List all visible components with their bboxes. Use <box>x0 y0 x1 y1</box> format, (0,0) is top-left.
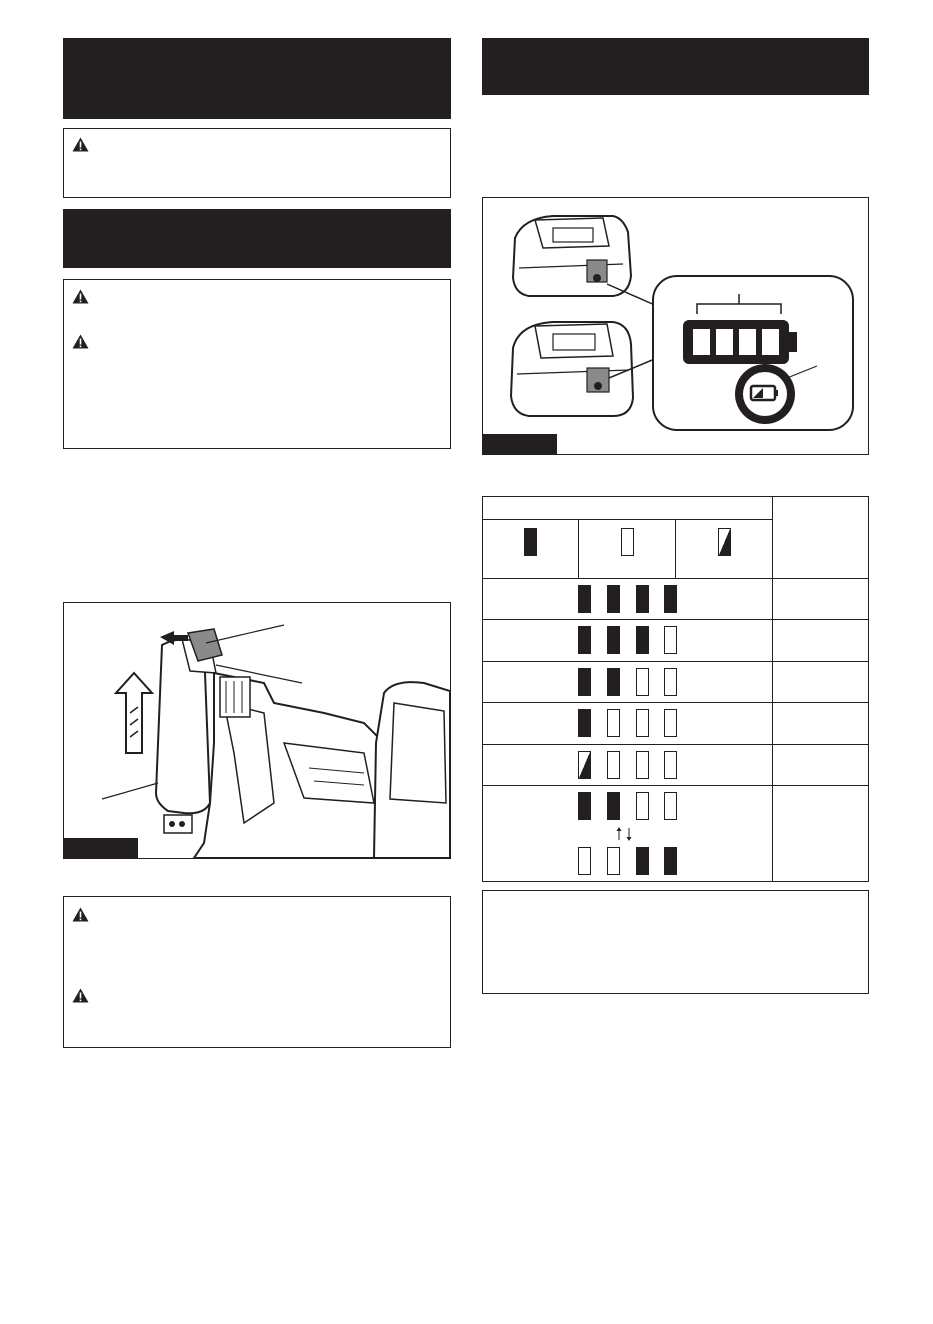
table-rule <box>578 519 579 579</box>
battery-pack-illustration <box>483 198 868 454</box>
lamp-icon <box>607 847 620 875</box>
lamp-icon <box>607 792 620 820</box>
lamp-icon <box>578 709 591 737</box>
lamp-icon <box>636 668 649 696</box>
tool-battery-illustration <box>64 603 450 858</box>
table-rule <box>772 497 773 881</box>
table-rule <box>483 519 772 520</box>
lamp-icon <box>636 585 649 613</box>
lamp-icon <box>636 792 649 820</box>
lamp-icon <box>636 751 649 779</box>
figure-battery-indicator <box>482 197 869 455</box>
table-rule <box>675 519 676 579</box>
lamp-icon <box>664 792 677 820</box>
caution-box-1 <box>63 128 451 198</box>
note-box <box>482 890 869 994</box>
table-rule <box>483 785 868 786</box>
lamp-icon <box>664 751 677 779</box>
warning-triangle-icon <box>72 334 89 349</box>
legend-lamp-on-icon <box>524 528 537 556</box>
lamp-icon <box>664 847 677 875</box>
warning-triangle-icon <box>72 988 89 1003</box>
lamp-icon <box>636 709 649 737</box>
section-header-left-1 <box>63 38 451 119</box>
lamp-icon <box>664 626 677 654</box>
lamp-icon <box>664 709 677 737</box>
table-rule <box>483 619 868 620</box>
lamp-icon <box>607 709 620 737</box>
section-header-left-2 <box>63 209 451 268</box>
table-rule <box>483 744 868 745</box>
warning-triangle-icon <box>72 289 89 304</box>
lamp-icon <box>578 626 591 654</box>
lamp-icon <box>578 847 591 875</box>
lamp-icon <box>578 751 591 779</box>
lamp-icon <box>607 585 620 613</box>
legend-lamp-off-icon <box>621 528 634 556</box>
lamp-icon <box>636 847 649 875</box>
lamp-icon <box>607 668 620 696</box>
lamp-icon <box>664 585 677 613</box>
legend-lamp-blinking-icon <box>718 528 731 556</box>
lamp-icon <box>607 626 620 654</box>
lamp-icon <box>607 751 620 779</box>
figure-tag <box>483 434 557 454</box>
table-rule <box>483 661 868 662</box>
caution-box-3 <box>63 896 451 1048</box>
battery-indicator-table <box>482 496 869 882</box>
figure-battery-removal <box>63 602 451 859</box>
warning-triangle-icon <box>72 137 89 152</box>
figure-tag <box>64 838 138 858</box>
lamp-icon <box>578 668 591 696</box>
lamp-icon <box>664 668 677 696</box>
lamp-icon <box>578 792 591 820</box>
lamp-icon <box>578 585 591 613</box>
warning-triangle-icon <box>72 907 89 922</box>
lamp-icon <box>636 626 649 654</box>
section-header-right-1 <box>482 38 869 95</box>
caution-box-2 <box>63 279 451 449</box>
alternating-arrows-icon <box>608 827 638 841</box>
table-rule <box>483 702 868 703</box>
